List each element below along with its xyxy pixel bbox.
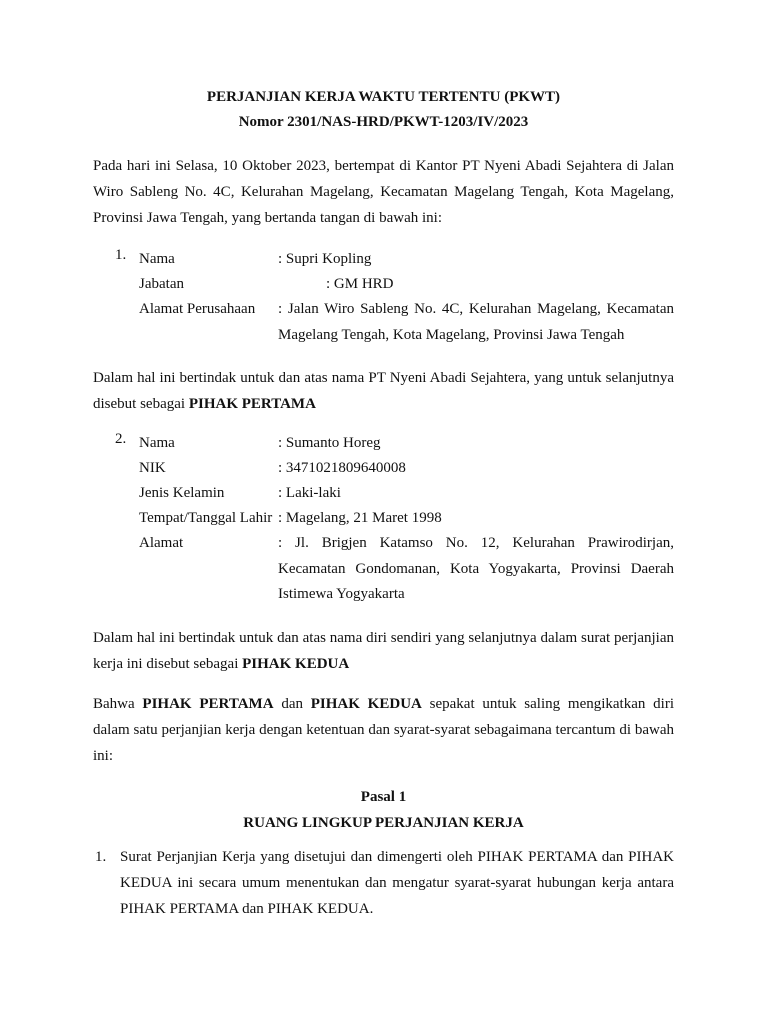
party-2-statement xyxy=(93,625,674,677)
party-2-row-gender xyxy=(93,481,674,506)
statement-text: Dalam hal ini bertindak untuk dan atas nama diri sendiri yang selanjutnya dalam surat perjanjian kerja ini disebut sebagai xyxy=(93,629,674,672)
party-2-row-name xyxy=(93,431,674,456)
field-label: Nama xyxy=(139,435,175,451)
pasal-item-number: 1. xyxy=(95,848,107,865)
party-2-role: PIHAK KEDUA xyxy=(242,655,350,672)
agreement-middle: dan xyxy=(273,695,311,712)
intro-paragraph: Pada hari ini Selasa, 10 Oktober 2023, bertempat di Kantor PT Nyeni Abadi Sejahtera di Jalan Wiro Sableng No. 4C, Kelurahan Magelang, Kecamatan Magelang Tengah, Kota Magelang, Provinsi Jawa Tengah, yang bertanda tangan di bawah ini: xyxy=(93,158,674,226)
party-1-row-address xyxy=(93,297,674,348)
pasal-item xyxy=(93,844,674,922)
field-value: : Laki-laki xyxy=(278,485,341,501)
party-1-block xyxy=(93,247,674,348)
party-1-statement xyxy=(93,365,674,417)
party-1-number: 1. xyxy=(115,247,127,263)
agreement-suffix: sepakat untuk saling mengikatkan diri dalam satu perjanjian kerja dengan ketentuan dan syarat-syarat sebagaimana tercantum di bawah ini: xyxy=(93,695,674,764)
document-number: Nomor 2301/NAS-HRD/PKWT-1203/IV/2023 xyxy=(238,114,529,130)
field-value: : 3471021809640008 xyxy=(278,460,406,476)
party-1-row-name xyxy=(93,247,674,272)
field-label: Alamat xyxy=(139,535,184,551)
field-value: : GM HRD xyxy=(326,276,394,292)
field-value: : Supri Kopling xyxy=(278,251,372,267)
party-2-number: 2. xyxy=(115,431,127,447)
field-label: Jenis Kelamin xyxy=(139,485,225,501)
party-1-role: PIHAK PERTAMA xyxy=(188,396,316,412)
field-label: Jabatan xyxy=(139,276,184,292)
field-label: Nama xyxy=(139,251,175,267)
pasal-heading: Pasal 1 xyxy=(360,788,407,805)
agreement-prefix: Bahwa xyxy=(93,695,143,712)
party-2-row-nik xyxy=(93,456,674,481)
field-value: : Jalan Wiro Sableng No. 4C, Kelurahan Magelang, Kecamatan Magelang Tengah, Kota Magelang, Provinsi Jawa Tengah xyxy=(278,301,674,343)
party-2-row-birth xyxy=(93,506,674,531)
field-value: : Magelang, 21 Maret 1998 xyxy=(278,510,442,526)
party-2-row-address xyxy=(93,531,674,608)
party-2-block xyxy=(93,431,674,608)
statement-text: Dalam hal ini bertindak untuk dan atas nama PT Nyeni Abadi Sejahtera, yang untuk selanjutnya disebut sebagai xyxy=(93,370,674,412)
field-label: Tempat/Tanggal Lahir xyxy=(139,510,273,526)
agreement-party-a: PIHAK PERTAMA xyxy=(142,695,274,712)
party-1-row-position xyxy=(93,272,674,297)
document-title: PERJANJIAN KERJA WAKTU TERTENTU (PKWT) xyxy=(206,89,561,105)
field-value: : Sumanto Horeg xyxy=(278,435,381,451)
pasal-title: RUANG LINGKUP PERJANJIAN KERJA xyxy=(243,814,524,831)
agreement-paragraph xyxy=(93,691,674,769)
field-label: Alamat Perusahaan xyxy=(139,301,256,317)
document-content xyxy=(93,86,674,922)
field-label: NIK xyxy=(139,460,166,476)
pasal-item-text: Surat Perjanjian Kerja yang disetujui dan dimengerti oleh PIHAK PERTAMA dan PIHAK KEDUA ini secara umum menentukan dan mengatur syarat-syarat hubungan kerja antara PIHAK PERTAMA dan PIHAK KEDUA. xyxy=(120,848,674,917)
field-value: : Jl. Brigjen Katamso No. 12, Kelurahan Prawirodirjan, Kecamatan Gondomanan, Kota Yogyakarta, Provinsi Daerah Istimewa Yogyakarta xyxy=(278,535,674,602)
agreement-party-b: PIHAK KEDUA xyxy=(310,695,422,712)
